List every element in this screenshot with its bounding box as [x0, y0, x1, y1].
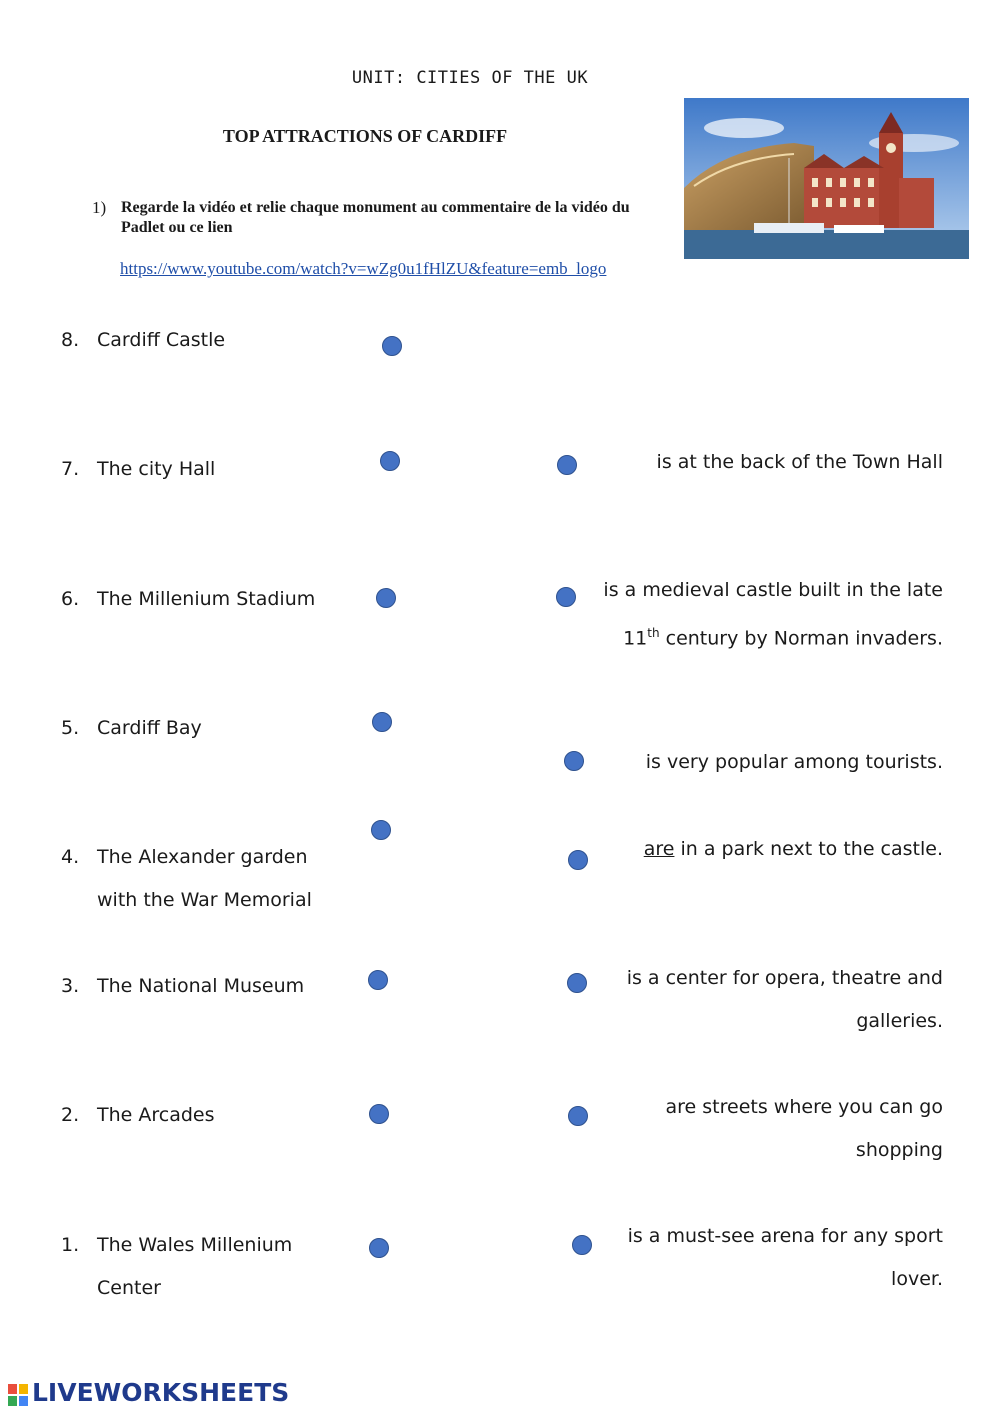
description-line: shopping [855, 1139, 943, 1161]
left-match-dot[interactable] [380, 451, 400, 471]
ordinal-suffix: th [647, 626, 660, 640]
left-match-dot[interactable] [369, 1104, 389, 1124]
page-title: TOP ATTRACTIONS OF CARDIFF [222, 126, 508, 146]
description-text: is at the back of the Town Hall [656, 451, 943, 473]
item-number: 6. [61, 588, 80, 610]
item-number: 2. [61, 1104, 80, 1126]
description-line: is a must-see arena for any sport [627, 1225, 943, 1247]
item-number: 7. [61, 458, 80, 480]
description-rest: century by Norman invaders. [659, 627, 943, 650]
item-label: The Wales Millenium [97, 1234, 293, 1256]
description-line: is a center for opera, theatre and [626, 967, 943, 989]
description-text [563, 569, 943, 660]
description-text [563, 957, 943, 1043]
item-number: 3. [61, 975, 80, 997]
description-text [563, 1086, 943, 1172]
description-line: galleries. [856, 1010, 943, 1032]
underlined-word: are [643, 838, 675, 860]
list-item [61, 448, 381, 491]
description-line [563, 612, 943, 660]
left-match-dot[interactable] [369, 1238, 389, 1258]
left-match-dot[interactable] [382, 336, 402, 356]
item-number: 5. [61, 717, 80, 739]
left-match-dot[interactable] [376, 588, 396, 608]
description-text [563, 1215, 943, 1301]
item-label: The National Museum [97, 975, 305, 997]
list-item [61, 965, 381, 1008]
item-label: The Alexander garden [97, 846, 308, 868]
liveworksheets-logo-icon [8, 1384, 28, 1406]
description-text: is very popular among tourists. [645, 751, 943, 773]
item-label-line2: Center [97, 1277, 161, 1299]
item-label: The Arcades [97, 1104, 215, 1126]
item-label: Cardiff Bay [97, 717, 202, 739]
item-label-line2: with the War Memorial [97, 889, 312, 911]
description-line: is a medieval castle built in the late [603, 579, 943, 601]
instruction-number: 1) [92, 198, 107, 217]
instruction-text: Regarde la vidéo et relie chaque monument au commentaire de la vidéo du Padlet ou ce lien [121, 199, 630, 236]
left-match-dot[interactable] [371, 820, 391, 840]
item-label: The Millenium Stadium [97, 588, 316, 610]
list-item [61, 1094, 381, 1137]
century-number: 11 [623, 627, 648, 650]
video-link[interactable]: https://www.youtube.com/watch?v=wZg0u1fHlZU&feature=emb_logo [120, 259, 607, 278]
item-number: 4. [61, 846, 80, 868]
list-item [61, 319, 381, 362]
description-line: are streets where you can go [665, 1096, 943, 1118]
item-label: The city Hall [97, 458, 216, 480]
unit-heading: UNIT: CITIES OF THE UK [351, 68, 589, 88]
left-match-dot[interactable] [372, 712, 392, 732]
item-number: 8. [61, 329, 80, 351]
description-rest: in a park next to the castle. [674, 838, 943, 860]
description-line: lover. [891, 1268, 943, 1290]
cardiff-bay-photo [684, 98, 969, 259]
list-item [61, 836, 381, 922]
item-number: 1. [61, 1234, 80, 1256]
left-match-dot[interactable] [368, 970, 388, 990]
list-item [61, 1224, 381, 1310]
list-item [61, 578, 381, 621]
item-label: Cardiff Castle [97, 329, 226, 351]
description-text [563, 828, 943, 871]
list-item [61, 707, 381, 750]
brand-name: LIVEWORKSHEETS [32, 1378, 290, 1407]
